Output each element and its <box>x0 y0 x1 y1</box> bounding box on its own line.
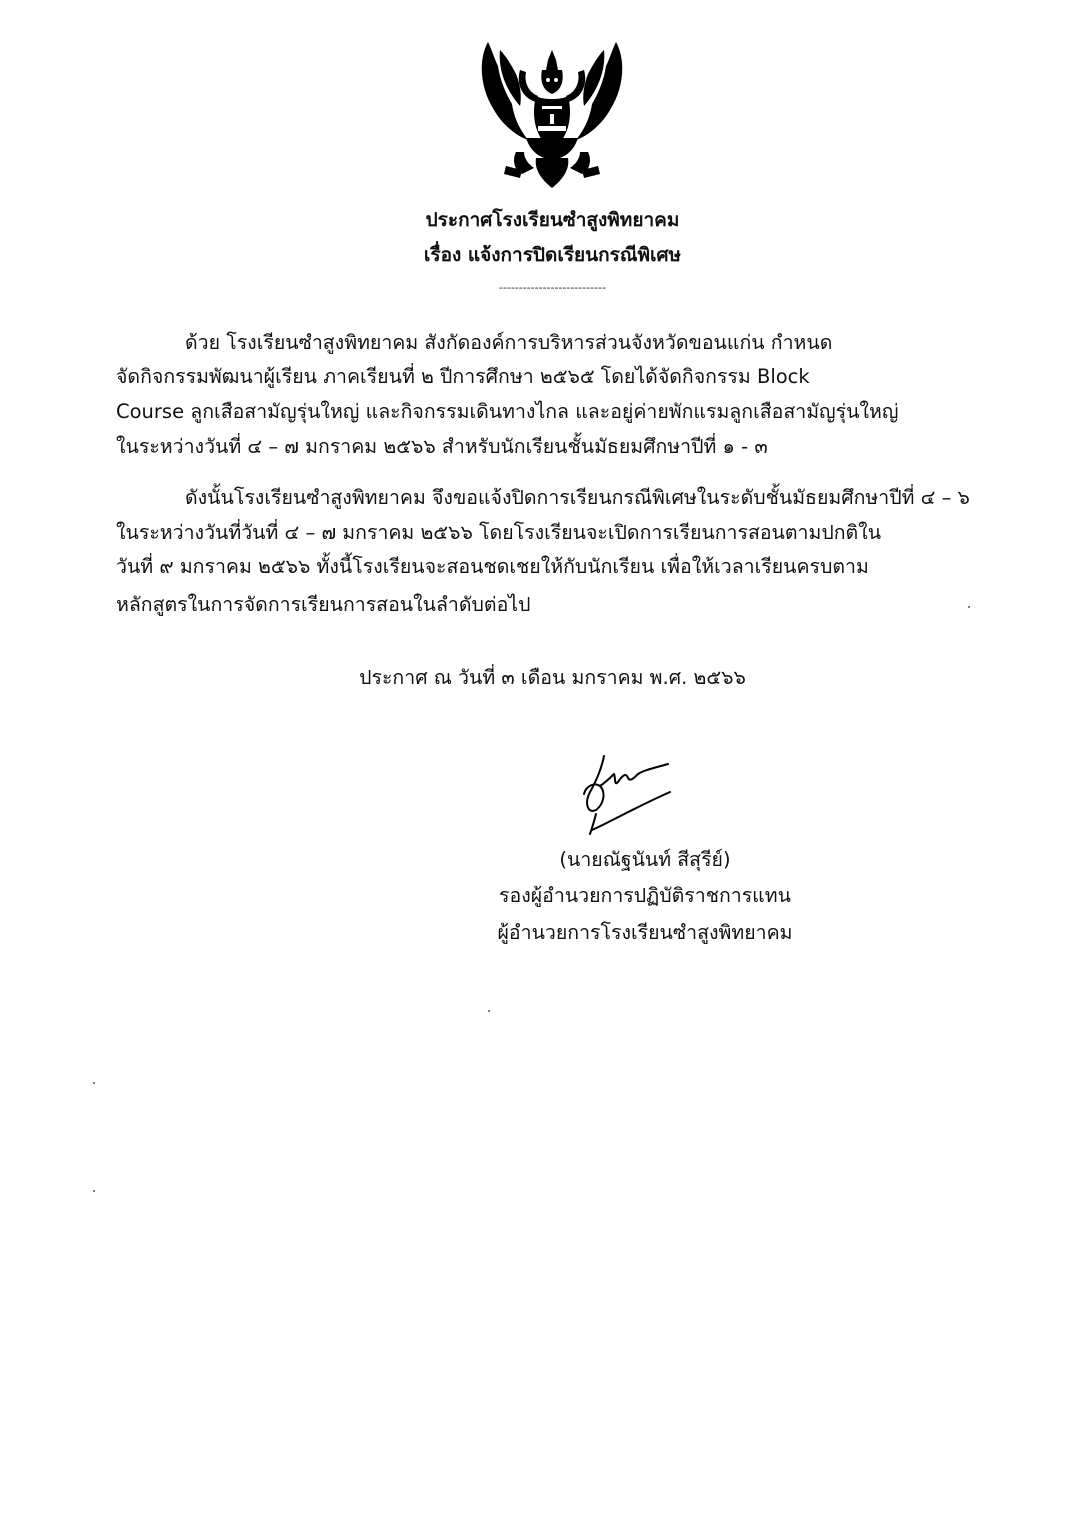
announcement-subject: เรื่อง แจ้งการปิดเรียนกรณีพิเศษ <box>423 244 682 266</box>
paragraph-2-line-3: วันที่ ๙ มกราคม ๒๕๖๖ ทั้งนี้โรงเรียนจะสอนชดเชยให้กับนักเรียน เพื่อให้เวลาเรียนครบตาม <box>116 555 869 578</box>
paragraph-2-line-1: ดังนั้นโรงเรียนซำสูงพิทยาคม จึงขอแจ้งปิดการเรียนกรณีพิเศษในระดับชั้นมัธยมศึกษาปีที่ ๔ – ๖ <box>185 486 970 509</box>
paragraph-1-line-3: Course ลูกเสือสามัญรุ่นใหญ่ และกิจกรรมเดินทางไกล และอยู่ค่ายพักแรมลูกเสือสามัญรุ่นใหญ่ <box>116 400 899 423</box>
paragraph-1-line-4: ในระหว่างวันที่ ๔ – ๗ มกราคม ๒๕๖๖ สำหรับนักเรียนชั้นมัธยมศึกษาปีที่ ๑ - ๓ <box>116 435 768 458</box>
scan-speck <box>488 1010 490 1012</box>
garuda-emblem-icon <box>476 40 628 190</box>
signatory-name: (นายณัฐนันท์ สีสุรีย์) <box>559 848 731 871</box>
paragraph-2-line-4: หลักสูตรในการจัดการเรียนการสอนในลำดับต่อไป <box>116 593 531 616</box>
signatory-office: ผู้อำนวยการโรงเรียนซำสูงพิทยาคม <box>497 921 793 944</box>
paragraph-1-line-2: จัดกิจกรรมพัฒนาผู้เรียน ภาคเรียนที่ ๒ ปีการศึกษา ๒๕๖๕ โดยได้จัดกิจกรรม Block <box>116 365 810 388</box>
paragraph-1-line-1: ด้วย โรงเรียนซำสูงพิทยาคม สังกัดองค์การบริหารส่วนจังหวัดขอนแก่น กำหนด <box>185 331 833 354</box>
handwritten-signature <box>574 752 674 838</box>
scan-speck <box>93 1082 95 1084</box>
announcement-title: ประกาศโรงเรียนซำสูงพิทยาคม <box>425 209 680 231</box>
title-divider: --------------------------- <box>498 281 607 294</box>
scan-speck <box>93 1190 95 1192</box>
announcement-date: ประกาศ ณ วันที่ ๓ เดือน มกราคม พ.ศ. ๒๕๖๖ <box>359 666 746 689</box>
paragraph-2-line-2: ในระหว่างวันที่วันที่ ๔ – ๗ มกราคม ๒๕๖๖ โดยโรงเรียนจะเปิดการเรียนการสอนตามปกติใน <box>116 521 882 544</box>
signatory-position: รองผู้อำนวยการปฏิบัติราชการแทน <box>499 884 791 907</box>
scan-speck <box>968 606 970 608</box>
